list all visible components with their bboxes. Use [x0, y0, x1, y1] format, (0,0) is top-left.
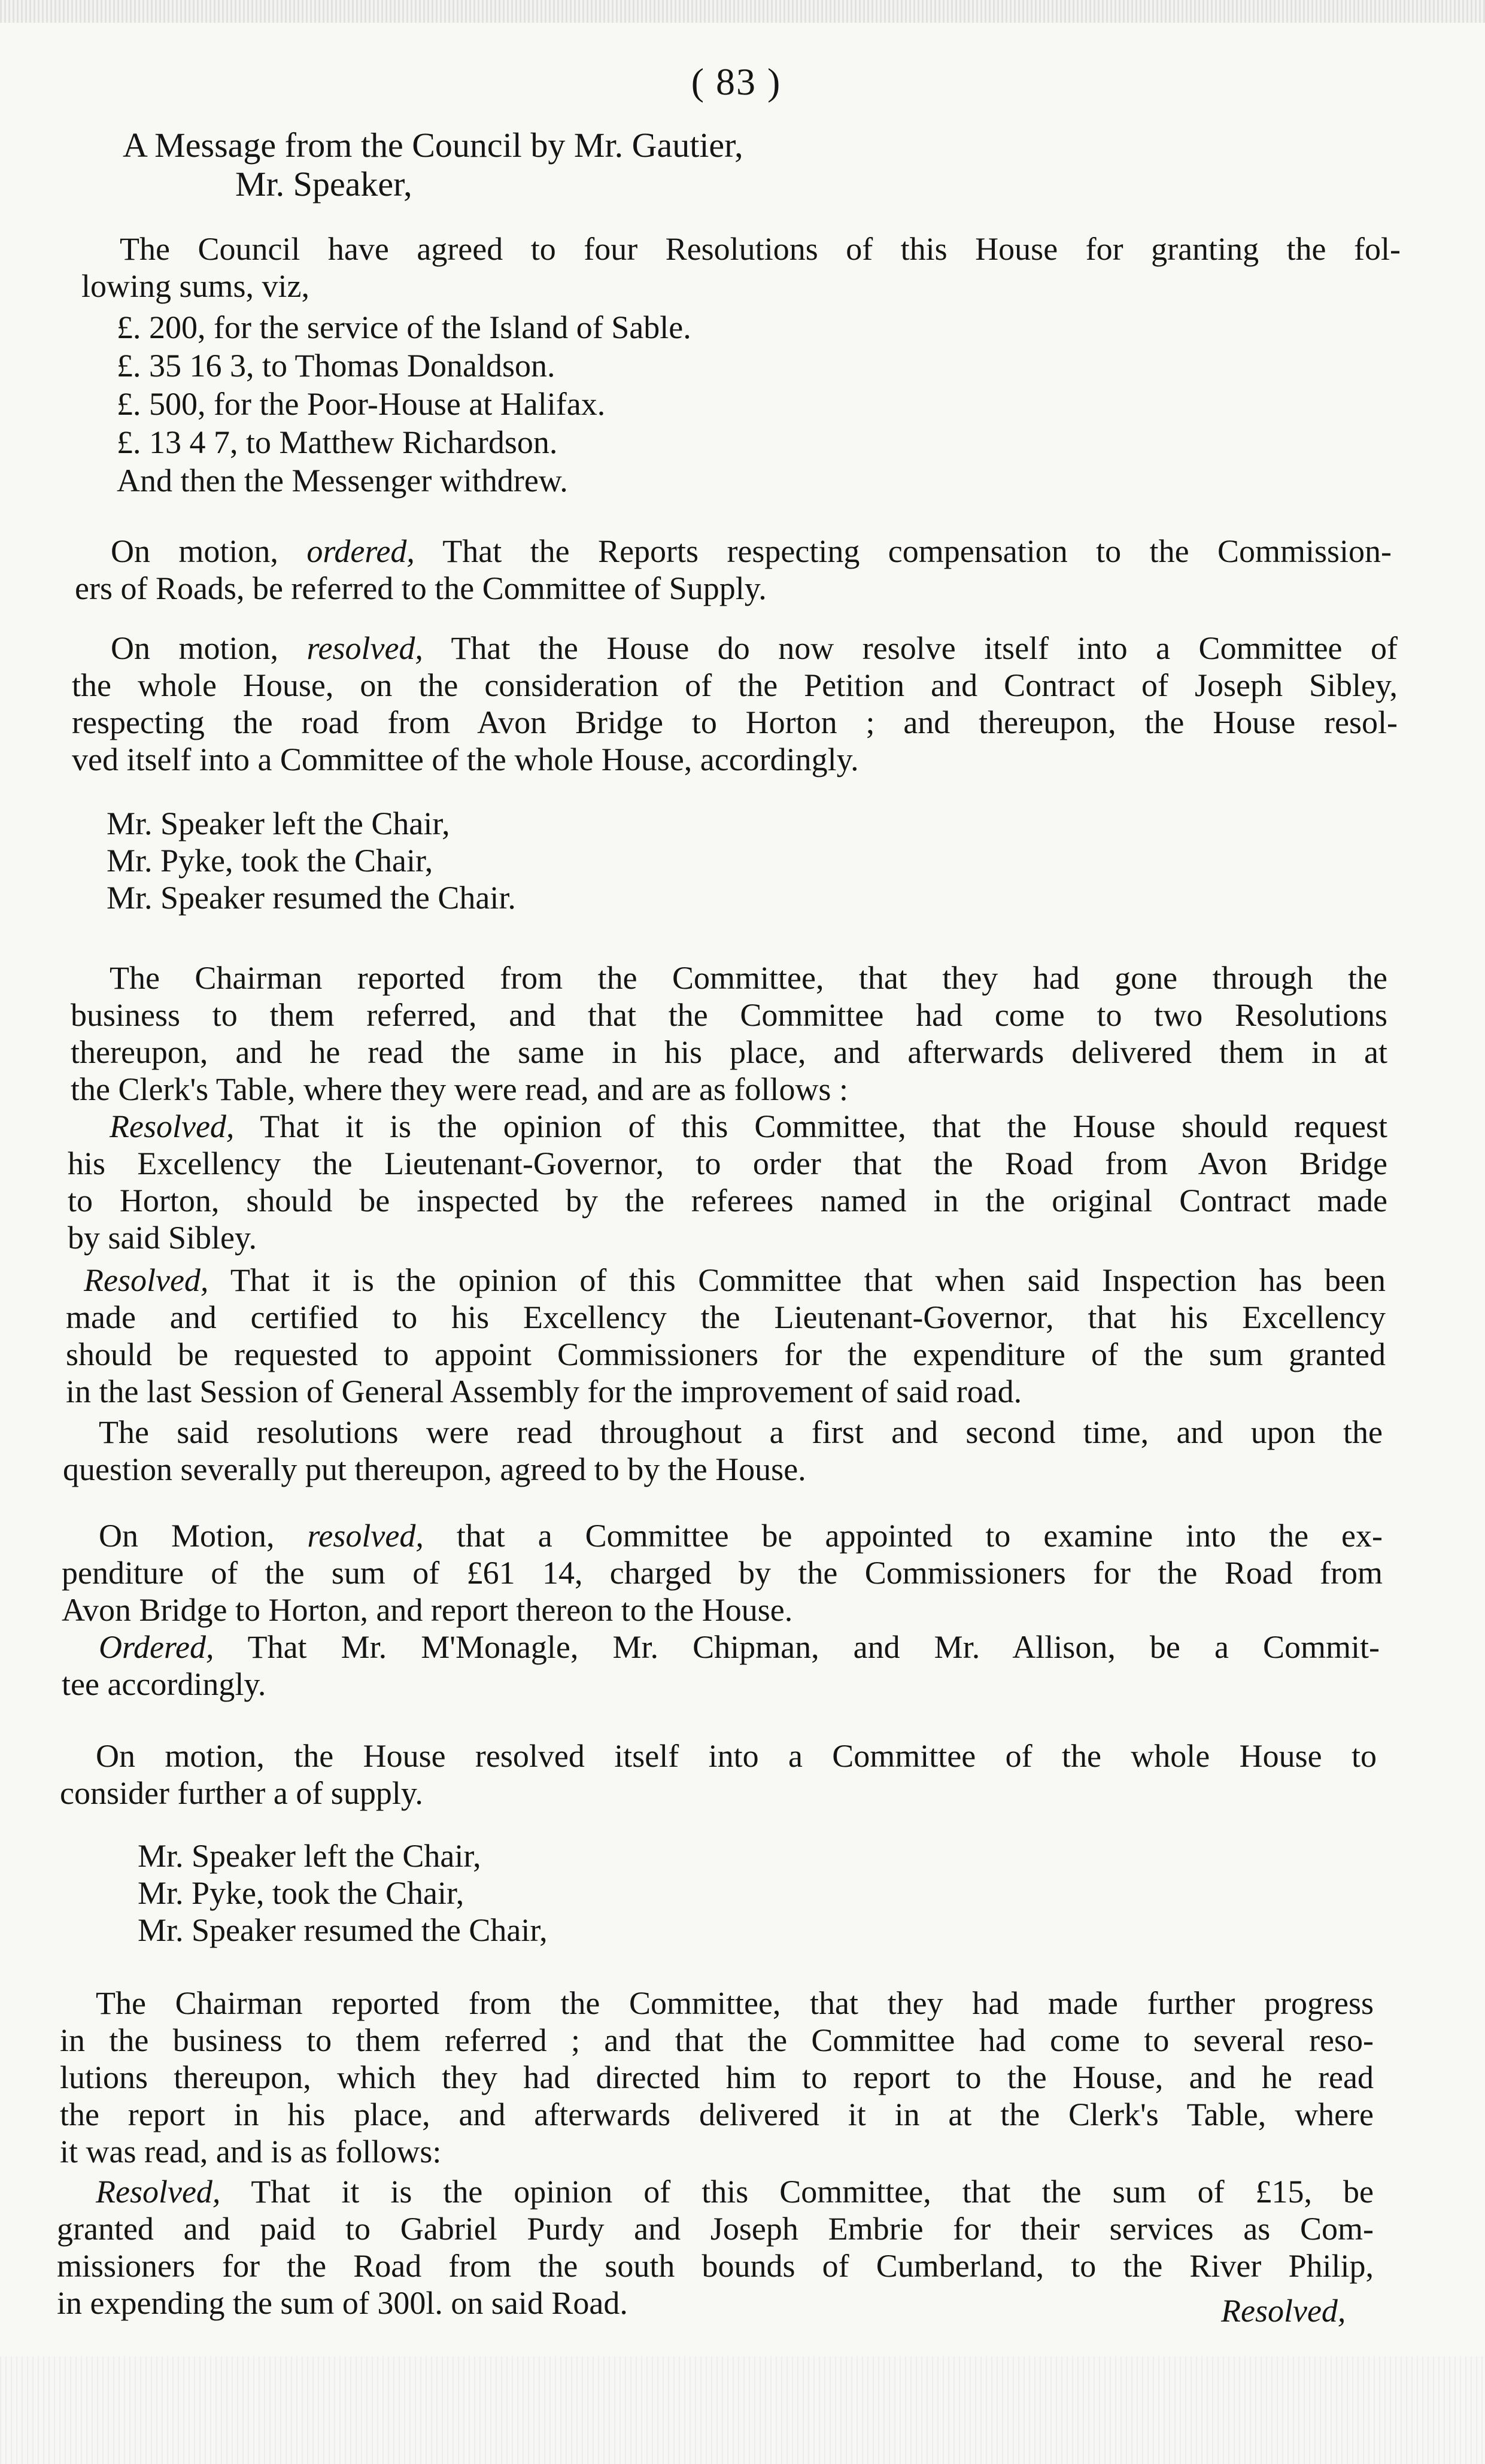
scan-noise-bottom: [0, 2356, 1485, 2464]
resolution-line: Resolved, That it is the opinion of this Committee, that the sum of £15, be: [96, 2174, 1374, 2210]
catchword: Resolved,: [1221, 2293, 1346, 2329]
paragraph-line: On Motion, resolved, that a Committee be appointed to examine into the ex-: [99, 1518, 1383, 1554]
paragraph-line: consider further a of supply.: [60, 1775, 423, 1811]
resolution-line: granted and paid to Gabriel Purdy and Joseph Embrie for their services as Com-: [57, 2211, 1374, 2247]
report-line: business to them referred, and that the Committee had come to two Resolutions: [71, 997, 1387, 1033]
chair-line: Mr. Speaker resumed the Chair,: [138, 1912, 548, 1948]
paragraph-line: the whole House, on the consideration of the Petition and Contract of Joseph Sibley,: [72, 667, 1398, 703]
resolution-line: should be requested to appoint Commissioners for the expenditure of the sum granted: [66, 1336, 1386, 1372]
paragraph-line: respecting the road from Avon Bridge to Horton ; and thereupon, the House resol-: [72, 704, 1398, 740]
report-line: The Chairman reported from the Committee, that they had made further progress: [96, 1985, 1374, 2021]
chair-line: Mr. Pyke, took the Chair,: [107, 843, 433, 879]
scan-noise-top: [0, 0, 1485, 23]
paragraph-line: penditure of the sum of £61 14, charged by the Commissioners for the Road from: [62, 1555, 1383, 1591]
report-line: the report in his place, and afterwards delivered it in at the Clerk's Table, where: [60, 2097, 1374, 2132]
paragraph-line: ved itself into a Committee of the whole House, accordingly.: [72, 742, 859, 777]
paragraph-line: Ordered, That Mr. M'Monagle, Mr. Chipman, and Mr. Allison, be a Commit-: [99, 1629, 1380, 1665]
paragraph-line: On motion, ordered, That the Reports respecting compensation to the Commission-: [111, 533, 1392, 569]
chair-line: Mr. Pyke, took the Chair,: [138, 1875, 464, 1911]
paragraph-line: question severally put thereupon, agreed to by the House.: [63, 1451, 806, 1487]
salutation: Mr. Speaker,: [235, 165, 412, 203]
report-line: it was read, and is as follows:: [60, 2134, 442, 2170]
report-line: the Clerk's Table, where they were read, and are as follows :: [71, 1071, 848, 1107]
resolution-line: Resolved, That it is the opinion of this Committee that when said Inspection has been: [84, 1262, 1386, 1298]
resolution-line: Resolved, That it is the opinion of this Committee, that the House should request: [110, 1108, 1387, 1144]
council-message-line: lowing sums, viz,: [81, 268, 310, 304]
resolution-line: in the last Session of General Assembly for the improvement of said road.: [66, 1374, 1022, 1409]
resolution-line: in expending the sum of 300l. on said Road.: [57, 2285, 628, 2321]
sum-item: £. 13 4 7, to Matthew Richardson.: [117, 424, 558, 460]
chair-line: Mr. Speaker left the Chair,: [138, 1838, 481, 1874]
resolution-line: missioners for the Road from the south bounds of Cumberland, to the River Philip,: [57, 2248, 1374, 2284]
paragraph-line: On motion, the House resolved itself into a Committee of the whole House to: [96, 1738, 1377, 1774]
council-message-line: The Council have agreed to four Resolutions of this House for granting the fol-: [120, 231, 1401, 267]
paragraph-line: tee accordingly.: [62, 1666, 266, 1702]
sum-item: £. 500, for the Poor-House at Halifax.: [117, 386, 606, 422]
resolution-line: to Horton, should be inspected by the referees named in the original Contract made: [68, 1183, 1387, 1219]
report-line: thereupon, and he read the same in his place, and afterwards delivered them in at: [71, 1034, 1387, 1070]
page-number: ( 83 ): [691, 60, 782, 103]
resolution-line: by said Sibley.: [68, 1220, 257, 1256]
resolution-line: his Excellency the Lieutenant-Governor, to order that the Road from Avon Bridge: [68, 1146, 1387, 1181]
messenger-withdrew: And then the Messenger withdrew.: [117, 463, 568, 499]
sum-item: £. 200, for the service of the Island of Sable.: [117, 309, 691, 345]
message-heading: A Message from the Council by Mr. Gautier,: [123, 126, 743, 165]
paragraph-line: On motion, resolved, That the House do now resolve itself into a Committee of: [111, 630, 1398, 666]
chair-line: Mr. Speaker resumed the Chair.: [107, 880, 516, 916]
paragraph-line: Avon Bridge to Horton, and report thereon to the House.: [62, 1592, 793, 1628]
paragraph-line: The said resolutions were read throughout a first and second time, and upon the: [99, 1414, 1383, 1450]
report-line: lutions thereupon, which they had directed him to report to the House, and he read: [60, 2059, 1374, 2095]
report-line: in the business to them referred ; and that the Committee had come to several reso-: [60, 2022, 1374, 2058]
report-line: The Chairman reported from the Committee, that they had gone through the: [110, 960, 1387, 996]
sum-item: £. 35 16 3, to Thomas Donaldson.: [117, 348, 555, 384]
chair-line: Mr. Speaker left the Chair,: [107, 806, 450, 841]
resolution-line: made and certified to his Excellency the Lieutenant-Governor, that his Excellency: [66, 1299, 1386, 1335]
paragraph-line: ers of Roads, be referred to the Committee of Supply.: [75, 570, 767, 606]
